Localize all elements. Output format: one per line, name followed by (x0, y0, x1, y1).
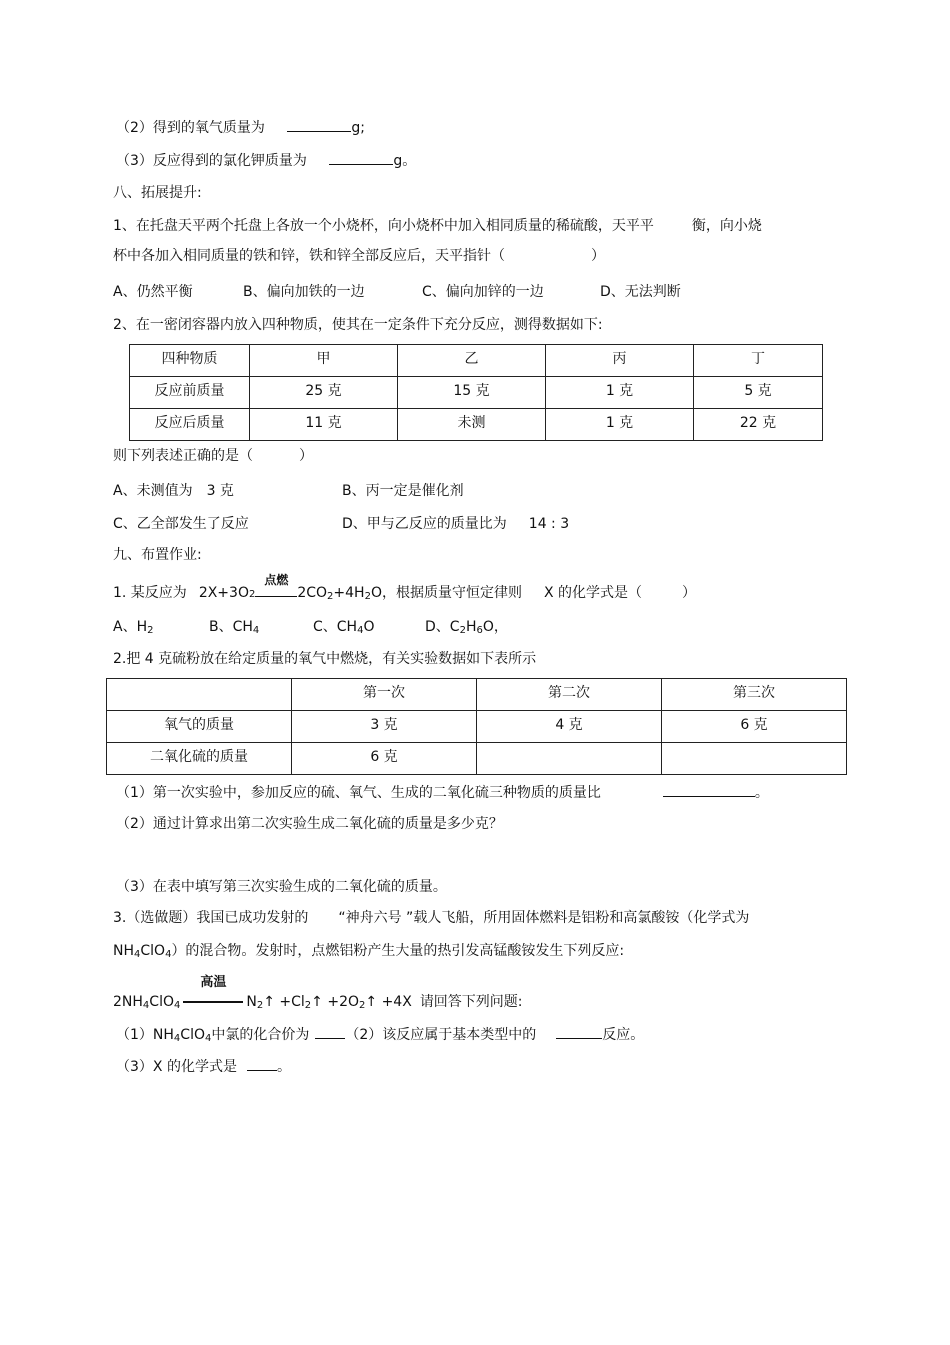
table-cell: 四种物质 (130, 345, 250, 377)
table-cell: 25 克 (250, 377, 398, 409)
table-cell: 1 克 (546, 409, 694, 441)
question-text: （3）在表中填写第三次实验生成的二氧化硫的质量。 (116, 879, 447, 895)
question-line: （2）得到的氧气质量为 g; (116, 117, 365, 137)
option-a[interactable]: A、$H_2$ (113, 619, 154, 636)
option-a[interactable]: A、未测值为 3 克 (113, 483, 234, 499)
option-c[interactable]: C、乙全部发生了反应 (113, 516, 249, 532)
options-row (113, 482, 464, 500)
table-row (107, 711, 847, 743)
reaction-condition: 点燃 (255, 587, 297, 597)
table-row (130, 409, 823, 441)
option-a[interactable]: A、仍然平衡 (113, 284, 193, 300)
table-cell: 11 克 (250, 409, 398, 441)
table-cell: 甲 (250, 345, 398, 377)
question-text: 1、在托盘天平两个托盘上各放一个小烧杯，向小烧杯中加入相同质量的稀硫酸，天平平 衡，向小烧 (113, 218, 762, 234)
table-cell-answer[interactable] (662, 743, 847, 775)
chemical-equation: $2NH_4ClO_4$ 高温 $N_2↑$ $+Cl_2↑$ $+2O_2↑ +4X$ 请回答下列问题: (113, 975, 523, 1011)
table-cell: 6 克 (662, 711, 847, 743)
table-cell: 反应后质量 (130, 409, 250, 441)
answer-blank[interactable] (315, 1024, 345, 1039)
option-d[interactable]: D、甲与乙反应的质量比为 14 : 3 (342, 516, 570, 532)
table-cell: 22 克 (694, 409, 823, 441)
question-text: （3）X 的化学式是 。 (116, 1056, 291, 1076)
question-text: 2.把 4 克硫粉放在给定质量的氧气中燃烧，有关实验数据如下表所示 (113, 651, 537, 667)
table-cell: 15 克 (398, 377, 546, 409)
option-d[interactable]: D、$C_2H_6O$， (425, 619, 508, 636)
question-text: 则下列表述正确的是（ ） (113, 448, 313, 464)
section-heading: 八、拓展提升: (113, 185, 202, 201)
question-text: 2、在一密闭容器内放入四种物质，使其在一定条件下充分反应，测得数据如下: (113, 317, 603, 333)
table-cell: 反应前质量 (130, 377, 250, 409)
section-heading: 九、布置作业: (113, 547, 202, 563)
table-cell-answer[interactable] (477, 743, 662, 775)
option-b[interactable]: B、偏向加铁的一边 (243, 284, 365, 300)
option-c[interactable]: C、偏向加锌的一边 (422, 284, 544, 300)
question-text: 1. 某反应为 2X+3O2 点燃 $2CO_2+4H_2O$，根据质量守恒定律则 X 的化学式是（ ） (113, 573, 697, 602)
question-text: （2）通过计算求出第二次实验生成二氧化硫的质量是多少克？ (116, 816, 503, 832)
question-line: （3）反应得到的氯化钾质量为 g。 (116, 150, 416, 170)
table-cell: 5 克 (694, 377, 823, 409)
table-cell: 4 克 (477, 711, 662, 743)
table-cell (107, 679, 292, 711)
table-cell: 1 克 (546, 377, 694, 409)
answer-blank[interactable] (556, 1024, 602, 1039)
table-cell: 二氧化硫的质量 (107, 743, 292, 775)
data-table (129, 344, 823, 441)
table-cell: 未测 (398, 409, 546, 441)
options-row (113, 515, 570, 533)
options-row (113, 283, 681, 301)
table-row (107, 743, 847, 775)
table-row (130, 377, 823, 409)
table-cell: 丙 (546, 345, 694, 377)
question-text: $NH_4ClO_4$）的混合物。发射时，点燃铝粉产生大量的热引发高锰酸铵发生下列反应: (113, 943, 625, 960)
answer-blank[interactable] (329, 150, 393, 165)
table-cell: 第一次 (292, 679, 477, 711)
answer-blank[interactable] (247, 1056, 277, 1071)
table-cell: 氧气的质量 (107, 711, 292, 743)
question-text: 3.（选做题）我国已成功发射的 “神舟六号 ”载人飞船，所用固体燃料是铝粉和高氯酸铵（化学式为 (113, 910, 750, 926)
table-cell: 6 克 (292, 743, 477, 775)
option-b[interactable]: B、丙一定是催化剂 (342, 483, 464, 499)
question-text: 杯中各加入相同质量的铁和锌，铁和锌全部反应后，天平指针（ ） (113, 248, 605, 264)
question-text: $(1)NH_4ClO_4$中氯的化合价为 （2）该反应属于基本类型中的 反应。 (116, 1024, 644, 1044)
table-row (107, 679, 847, 711)
question-text: （1）第一次实验中，参加反应的硫、氧气、生成的二氧化硫三种物质的质量比 。 (116, 782, 769, 802)
table-cell: 第二次 (477, 679, 662, 711)
option-c[interactable]: C、$CH_4O$ (313, 619, 375, 636)
option-d[interactable]: D、无法判断 (600, 284, 681, 300)
option-b[interactable]: B、$CH_4$ (209, 619, 260, 636)
data-table (106, 678, 847, 775)
table-cell: 第三次 (662, 679, 847, 711)
options-row (113, 618, 508, 636)
table-row (130, 345, 823, 377)
answer-blank[interactable] (287, 117, 351, 132)
reaction-condition: 高温 (183, 997, 243, 1006)
answer-blank[interactable] (663, 782, 755, 797)
table-cell: 丁 (694, 345, 823, 377)
table-cell: 3 克 (292, 711, 477, 743)
table-cell: 乙 (398, 345, 546, 377)
